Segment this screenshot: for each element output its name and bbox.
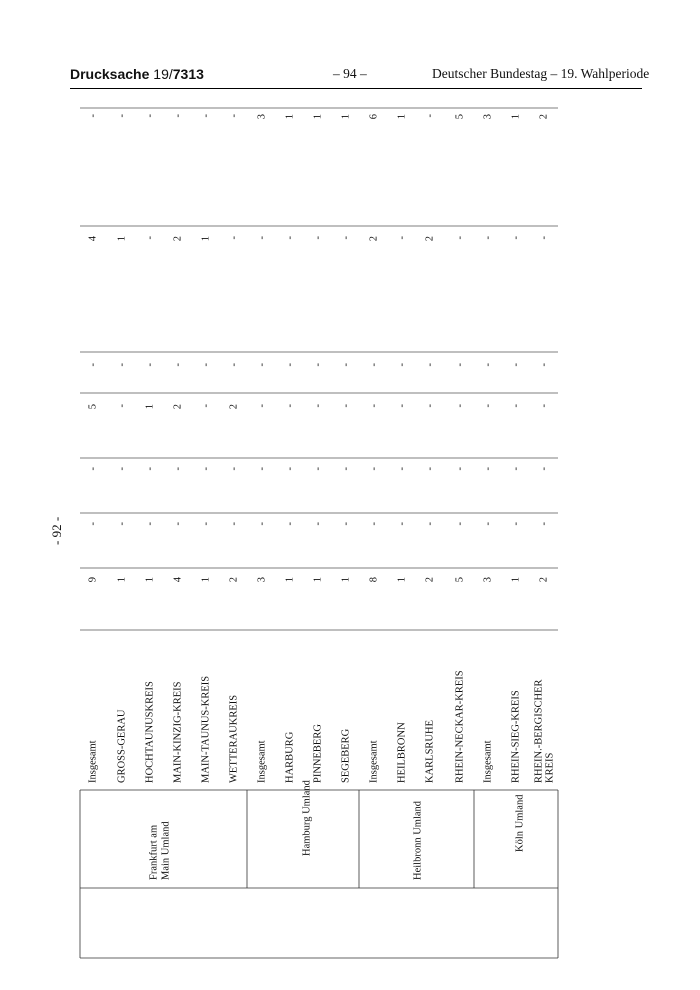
cell-value: - xyxy=(424,114,436,118)
cell-value: - xyxy=(116,522,128,526)
cell-value: - xyxy=(200,404,212,408)
cell-value: - xyxy=(312,363,324,367)
cell-value: - xyxy=(454,404,466,408)
cell-value: - xyxy=(256,236,268,240)
cell-value: 1 xyxy=(312,114,324,120)
cell-value: - xyxy=(144,363,156,367)
cell-value: - xyxy=(87,114,99,118)
cell-value: - xyxy=(256,363,268,367)
cell-value: - xyxy=(396,363,408,367)
row-label: RHEIN-NECKAR-KREIS xyxy=(454,670,466,783)
group-label: Köln Umland xyxy=(514,794,526,852)
cell-value: - xyxy=(510,522,522,526)
cell-value: - xyxy=(144,522,156,526)
cell-value: - xyxy=(340,236,352,240)
cell-value: - xyxy=(312,236,324,240)
row-label: Insgesamt xyxy=(87,740,99,783)
cell-value: 9 xyxy=(87,577,99,583)
cell-value: - xyxy=(228,363,240,367)
cell-value: - xyxy=(424,522,436,526)
cell-value: - xyxy=(200,114,212,118)
cell-value: 1 xyxy=(510,577,522,583)
row-label: RHEIN.-BERGISCHER xyxy=(533,679,545,783)
cell-value: 2 xyxy=(368,236,380,242)
cell-value: 2 xyxy=(172,404,184,410)
row-label: KARLSRUHE xyxy=(424,719,436,783)
page-indicator: – 94 – xyxy=(333,66,367,81)
cell-value: - xyxy=(228,467,240,471)
row-label: WETTERAUKREIS xyxy=(228,694,240,783)
row-label: RHEIN-SIEG-KREIS xyxy=(510,690,522,783)
cell-value: - xyxy=(87,522,99,526)
cell-value: - xyxy=(256,467,268,471)
row-label: Insgesamt xyxy=(368,740,380,783)
row-label: PINNEBERG xyxy=(312,724,324,783)
cell-value: - xyxy=(510,467,522,471)
cell-value: - xyxy=(396,404,408,408)
cell-value: - xyxy=(172,522,184,526)
cell-value: - xyxy=(368,522,380,526)
cell-value: - xyxy=(256,404,268,408)
cell-value: - xyxy=(454,236,466,240)
cell-value: 1 xyxy=(144,577,156,583)
cell-value: 2 xyxy=(228,404,240,410)
cell-value: - xyxy=(538,363,550,367)
cell-value: 3 xyxy=(256,577,268,583)
cell-value: - xyxy=(482,363,494,367)
group-label: Main Umland xyxy=(160,821,172,880)
cell-value: - xyxy=(144,236,156,240)
cell-value: - xyxy=(454,363,466,367)
cell-value: - xyxy=(172,114,184,118)
cell-value: 2 xyxy=(538,577,550,583)
cell-value: - xyxy=(200,522,212,526)
cell-value: 1 xyxy=(340,114,352,120)
cell-value: - xyxy=(144,467,156,471)
cell-value: - xyxy=(424,467,436,471)
cell-value: - xyxy=(228,236,240,240)
cell-value: - xyxy=(424,363,436,367)
print-number: 7313 xyxy=(172,66,204,82)
cell-value: 2 xyxy=(228,577,240,583)
cell-value: 5 xyxy=(87,404,99,410)
cell-value: 8 xyxy=(368,577,380,583)
cell-value: 1 xyxy=(116,577,128,583)
cell-value: - xyxy=(312,522,324,526)
cell-value: - xyxy=(200,363,212,367)
cell-value: 3 xyxy=(256,114,268,120)
cell-value: 1 xyxy=(510,114,522,120)
cell-value: - xyxy=(340,404,352,408)
cell-value: - xyxy=(424,404,436,408)
cell-value: - xyxy=(340,522,352,526)
row-label: HOCHTAUNUSKREIS xyxy=(144,681,156,783)
cell-value: - xyxy=(538,404,550,408)
row-label: SEGEBERG xyxy=(340,728,352,783)
cell-value: - xyxy=(454,467,466,471)
cell-value: 2 xyxy=(424,577,436,583)
cell-value: - xyxy=(538,236,550,240)
cell-value: 2 xyxy=(424,236,436,242)
row-label: KREIS xyxy=(544,752,556,783)
row-label: HARBURG xyxy=(284,731,296,783)
cell-value: - xyxy=(87,363,99,367)
cell-value: 1 xyxy=(116,236,128,242)
cell-value: - xyxy=(284,363,296,367)
cell-value: 2 xyxy=(538,114,550,120)
group-label: Hamburg Umland xyxy=(301,780,313,856)
row-label: Insgesamt xyxy=(482,740,494,783)
cell-value: 4 xyxy=(172,577,184,583)
document-label: Drucksache xyxy=(70,66,154,82)
cell-value: - xyxy=(510,363,522,367)
cell-value: - xyxy=(482,236,494,240)
original-page-number: - 92 - xyxy=(49,516,64,545)
cell-value: - xyxy=(510,404,522,408)
cell-value: - xyxy=(482,522,494,526)
cell-value: 1 xyxy=(144,404,156,410)
cell-value: - xyxy=(340,467,352,471)
row-label: MAIN-TAUNUS-KREIS xyxy=(200,675,212,783)
cell-value: 1 xyxy=(284,577,296,583)
cell-value: 1 xyxy=(312,577,324,583)
group-label: Heilbronn Umland xyxy=(412,800,424,880)
cell-value: - xyxy=(396,236,408,240)
cell-value: 6 xyxy=(368,114,380,120)
cell-value: - xyxy=(116,114,128,118)
cell-value: 3 xyxy=(482,577,494,583)
cell-value: 5 xyxy=(454,577,466,583)
cell-value: - xyxy=(116,404,128,408)
cell-value: - xyxy=(538,522,550,526)
cell-value: - xyxy=(228,522,240,526)
cell-value: 1 xyxy=(284,114,296,120)
cell-value: - xyxy=(116,467,128,471)
cell-value: - xyxy=(312,467,324,471)
cell-value: - xyxy=(172,363,184,367)
cell-value: 1 xyxy=(396,114,408,120)
cell-value: - xyxy=(340,363,352,367)
cell-value: - xyxy=(396,467,408,471)
cell-value: - xyxy=(200,467,212,471)
cell-value: - xyxy=(538,467,550,471)
cell-value: - xyxy=(284,467,296,471)
cell-value: 1 xyxy=(200,577,212,583)
cell-value: - xyxy=(368,404,380,408)
publisher-title: Deutscher Bundestag – 19. Wahlperiode xyxy=(432,66,650,81)
cell-value: 1 xyxy=(396,577,408,583)
row-label: MAIN-KINZIG-KREIS xyxy=(172,681,184,783)
cell-value: - xyxy=(228,114,240,118)
cell-value: - xyxy=(284,404,296,408)
cell-value: - xyxy=(172,467,184,471)
cell-value: - xyxy=(312,404,324,408)
period-number: 19/ xyxy=(153,66,173,82)
cell-value: 2 xyxy=(172,236,184,242)
cell-value: - xyxy=(368,363,380,367)
cell-value: - xyxy=(482,467,494,471)
cell-value: - xyxy=(284,236,296,240)
cell-value: - xyxy=(482,404,494,408)
cell-value: 3 xyxy=(482,114,494,120)
cell-value: 4 xyxy=(87,236,99,242)
cell-value: 1 xyxy=(340,577,352,583)
group-label: Frankfurt am xyxy=(148,824,160,880)
cell-value: - xyxy=(116,363,128,367)
row-label: HEILBRONN xyxy=(396,722,408,783)
cell-value: - xyxy=(396,522,408,526)
cell-value: - xyxy=(454,522,466,526)
cell-value: - xyxy=(144,114,156,118)
cell-value: 1 xyxy=(200,236,212,242)
row-label: GROSS-GERAU xyxy=(116,709,128,783)
cell-value: 5 xyxy=(454,114,466,120)
cell-value: - xyxy=(284,522,296,526)
cell-value: - xyxy=(510,236,522,240)
cell-value: - xyxy=(256,522,268,526)
cell-value: - xyxy=(368,467,380,471)
cell-value: - xyxy=(87,467,99,471)
row-label: Insgesamt xyxy=(256,740,268,783)
